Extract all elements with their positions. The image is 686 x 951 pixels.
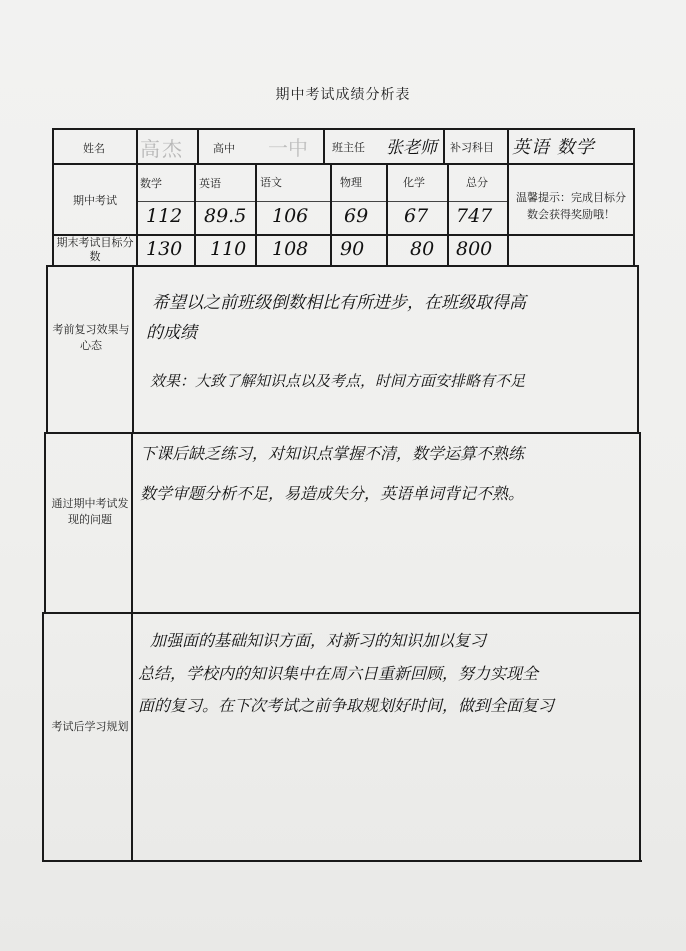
- midterm-score-chemistry: 67: [404, 205, 429, 227]
- review-line-3: 效果：大致了解知识点以及考点，时间方面安排略有不足: [150, 372, 526, 390]
- midterm-label: 期中考试: [73, 194, 117, 207]
- midterm-score-english: 89.5: [204, 205, 247, 227]
- goal-score-total: 800: [456, 238, 493, 260]
- goal-score-physics: 90: [340, 238, 365, 260]
- subject-physics: 物理: [340, 176, 362, 189]
- plan-line-1: 加强面的基础知识方面，对新习的知识加以复习: [150, 631, 487, 650]
- goal-score-math: 130: [146, 238, 183, 260]
- review-label: 考前复习效果与心态: [52, 323, 130, 352]
- midterm-score-math: 112: [146, 205, 183, 227]
- school-value: 一中: [268, 136, 308, 160]
- teacher-value: 张老师: [386, 138, 437, 158]
- plan-label: 考试后学习规划: [51, 720, 129, 733]
- problems-line-1: 下课后缺乏练习，对知识点掌握不清，数学运算不熟练: [140, 444, 525, 463]
- goal-score-english: 110: [210, 238, 247, 260]
- subject-chinese: 语文: [260, 176, 282, 189]
- midterm-score-chinese: 106: [272, 205, 309, 227]
- subject-total: 总分: [466, 176, 488, 189]
- subject-chemistry: 化学: [403, 176, 425, 189]
- tutoring-value: 英语 数学: [512, 137, 595, 158]
- subject-english: 英语: [199, 177, 221, 190]
- midterm-score-physics: 69: [344, 205, 369, 227]
- teacher-label: 班主任: [332, 141, 365, 154]
- goal-score-chemistry: 80: [410, 238, 435, 260]
- review-line-1: 希望以之前班级倒数相比有所进步，在班级取得高: [152, 293, 526, 313]
- form-title: 期中考试成绩分析表: [275, 87, 411, 103]
- school-label: 高中: [213, 142, 235, 155]
- review-line-2: 的成绩: [146, 323, 197, 343]
- plan-line-3: 面的复习。在下次考试之前争取规划好时间，做到全面复习: [138, 696, 555, 715]
- tutoring-label: 补习科目: [450, 141, 494, 154]
- midterm-score-total: 747: [456, 205, 493, 227]
- plan-line-2: 总结，学校内的知识集中在周六日重新回顾，努力实现全: [138, 664, 539, 683]
- problems-line-2: 数学审题分析不足，易造成失分，英语单词背记不熟。: [140, 484, 525, 503]
- final-goal-label: 期末考试目标分数: [56, 236, 134, 263]
- reward-tip: 温馨提示：完成目标分数会获得奖励哦！: [516, 191, 626, 221]
- name-label: 姓名: [83, 142, 105, 155]
- problems-label: 通过期中考试发现的问题: [51, 497, 129, 526]
- goal-score-chinese: 108: [272, 238, 309, 260]
- subject-math: 数学: [140, 177, 162, 190]
- name-value: 高杰: [140, 137, 184, 161]
